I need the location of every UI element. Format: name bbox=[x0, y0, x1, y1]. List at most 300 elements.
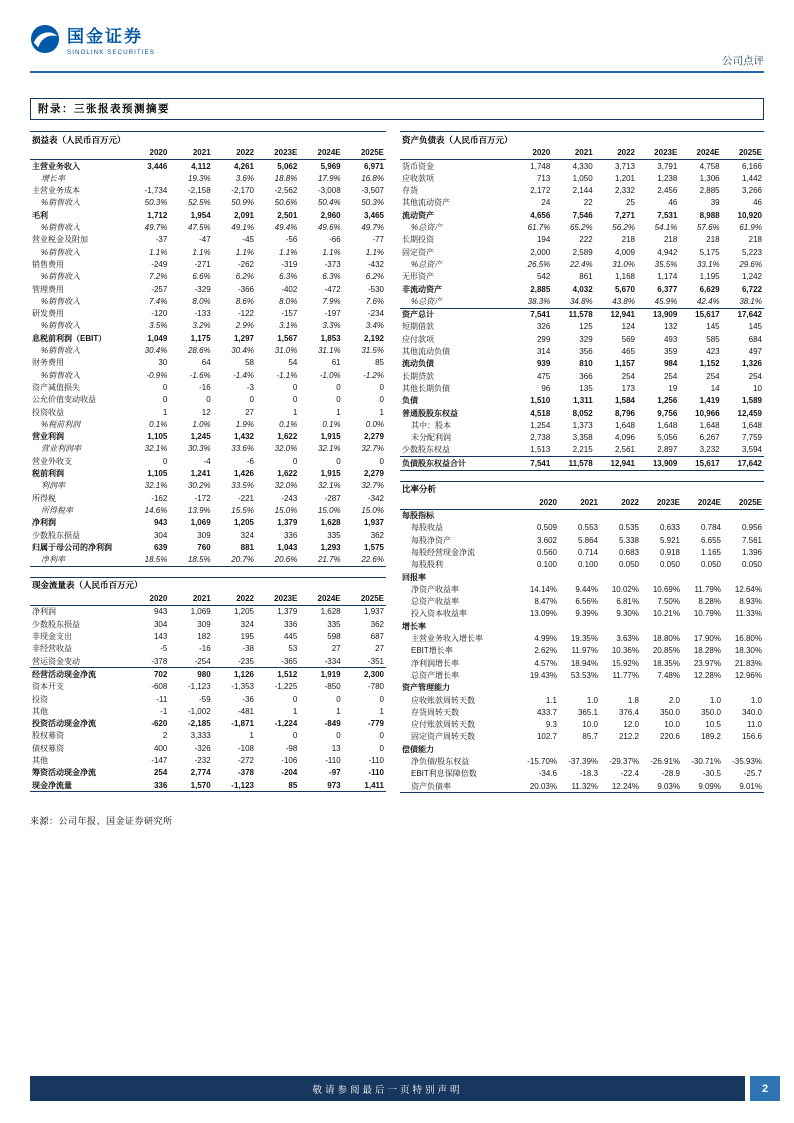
cell-value: 173 bbox=[621, 383, 635, 393]
row-label: 资产管理能力 bbox=[402, 683, 450, 693]
cell-value: -47 bbox=[199, 235, 211, 245]
row-label: 无形资产 bbox=[402, 272, 434, 282]
cell-value: 135 bbox=[579, 383, 593, 393]
table-row bbox=[30, 554, 386, 567]
table-row bbox=[400, 780, 764, 793]
year-column-header: 2021 bbox=[559, 496, 600, 509]
table-row bbox=[400, 559, 764, 571]
cell-value: 1.1% bbox=[192, 247, 211, 257]
cell-value: -472 bbox=[324, 284, 341, 294]
row-label: 其他长期负债 bbox=[402, 383, 450, 393]
cell-value: 1 bbox=[379, 706, 384, 716]
cell-value: 254 bbox=[663, 371, 678, 381]
cell-value: 30.4% bbox=[144, 346, 168, 356]
cell-value: 340.0 bbox=[741, 707, 762, 717]
cell-value: -378 bbox=[151, 656, 168, 666]
cell-value: -1,123 bbox=[213, 779, 256, 792]
cell-value: 984 bbox=[663, 359, 678, 369]
cell-value: -16 bbox=[199, 644, 211, 654]
cell-value: 0.0% bbox=[365, 419, 384, 429]
cell-value: -66 bbox=[329, 235, 341, 245]
row-label: 每股指标 bbox=[402, 511, 434, 521]
cell-value: 2,091 bbox=[233, 210, 254, 220]
cell-value: 2.0 bbox=[668, 695, 680, 705]
cell-value: -1,871 bbox=[231, 719, 254, 729]
cell-value: 1,049 bbox=[147, 333, 168, 343]
row-label: %销售收入 bbox=[41, 370, 81, 380]
balance-sheet-table bbox=[400, 131, 764, 471]
cell-value: 16.8% bbox=[361, 173, 384, 183]
cell-value: 3.63% bbox=[616, 634, 639, 644]
table-row bbox=[400, 756, 764, 768]
cell-value: -108 bbox=[237, 743, 254, 753]
cell-value bbox=[518, 620, 559, 632]
cell-value: -254 bbox=[194, 656, 211, 666]
cell-value: -1.6% bbox=[189, 370, 211, 380]
cell-value: 20.85% bbox=[652, 646, 680, 656]
cell-value: 1,245 bbox=[190, 432, 211, 442]
cell-value: -204 bbox=[281, 768, 298, 778]
cell-value: -162 bbox=[151, 493, 168, 503]
cell-value: 0.050 bbox=[618, 560, 639, 570]
row-label: 偿债能力 bbox=[402, 744, 434, 754]
row-label: 未分配利润 bbox=[411, 433, 451, 443]
cell-value: 9.44% bbox=[575, 584, 598, 594]
cell-value: 2,215 bbox=[572, 445, 593, 455]
cell-value: 8,796 bbox=[614, 408, 635, 418]
row-label: 货币资金 bbox=[402, 161, 434, 171]
table-row bbox=[30, 755, 386, 767]
cell-value: 980 bbox=[169, 668, 212, 681]
table-row bbox=[30, 222, 386, 234]
cell-value bbox=[682, 682, 723, 694]
row-label: 净资产收益率 bbox=[411, 584, 459, 594]
cell-value: 2,456 bbox=[657, 186, 678, 196]
row-label: %销售收入 bbox=[41, 296, 81, 306]
cell-value bbox=[723, 682, 764, 694]
cell-value bbox=[600, 571, 641, 583]
cell-value: 39 bbox=[710, 198, 720, 208]
cell-value: -272 bbox=[237, 756, 254, 766]
cell-value: 1,937 bbox=[363, 518, 384, 528]
cell-value: 11.32% bbox=[559, 780, 600, 793]
row-label: 所得税率 bbox=[41, 505, 73, 515]
table-row bbox=[30, 492, 386, 504]
cell-value: 64 bbox=[201, 358, 211, 368]
cell-value: 6,722 bbox=[741, 284, 762, 294]
cell-value: 9.39% bbox=[575, 609, 598, 619]
cell-value: 475 bbox=[536, 371, 551, 381]
cell-value: 1.396 bbox=[741, 548, 762, 557]
cell-value: 254 bbox=[153, 768, 168, 778]
cell-value: -133 bbox=[194, 309, 211, 319]
cell-value: 359 bbox=[663, 347, 678, 357]
table-row bbox=[400, 358, 764, 370]
cell-value: -110 bbox=[325, 756, 341, 766]
table-row bbox=[400, 694, 764, 706]
table-row bbox=[30, 529, 386, 541]
cell-value: -1,353 bbox=[231, 682, 254, 692]
cell-value: -1,225 bbox=[274, 682, 298, 692]
cell-value: 497 bbox=[748, 347, 762, 357]
cell-value: 31.0% bbox=[612, 259, 635, 269]
cell-value: 9.30% bbox=[616, 609, 639, 619]
cell-value: -326 bbox=[194, 743, 211, 753]
cell-value: 9.09% bbox=[682, 780, 723, 793]
table-row bbox=[30, 160, 386, 173]
cell-value: 6,629 bbox=[699, 284, 720, 294]
cell-value: 356 bbox=[579, 347, 593, 357]
cell-value: -0.9% bbox=[146, 370, 168, 380]
table-row bbox=[400, 706, 764, 718]
cell-value: 8.0% bbox=[192, 296, 211, 306]
cell-value: 30.2% bbox=[187, 481, 211, 491]
row-label: %销售收入 bbox=[41, 223, 81, 233]
cell-value: 336 bbox=[283, 530, 298, 540]
cell-value: 493 bbox=[663, 334, 678, 344]
cell-value: 10.0 bbox=[582, 720, 598, 730]
cell-value: 3,358 bbox=[572, 433, 593, 443]
row-label: EBIT利息保障倍数 bbox=[411, 769, 477, 779]
table-row bbox=[400, 295, 764, 308]
cell-value: -779 bbox=[367, 719, 384, 729]
cell-value: 0.1% bbox=[322, 419, 341, 429]
cell-value: 124 bbox=[621, 322, 635, 332]
cell-value: -25.7 bbox=[743, 769, 762, 779]
row-label: 增长率 bbox=[41, 173, 65, 183]
year-column-header: 2022 bbox=[213, 593, 256, 606]
cell-value: 10.36% bbox=[611, 646, 639, 656]
cell-value: 65.2% bbox=[569, 223, 593, 233]
cell-value: 34.8% bbox=[569, 296, 593, 306]
cell-value: 973 bbox=[299, 779, 342, 792]
cell-value: -3,507 bbox=[361, 186, 384, 196]
row-label: 长期投资 bbox=[402, 235, 434, 245]
cell-value: 639 bbox=[153, 542, 168, 552]
row-label: 息税前利润（EBIT） bbox=[32, 333, 107, 343]
table-title: 资产负债表（人民币百万元） bbox=[400, 132, 764, 147]
cell-value: 2,192 bbox=[363, 333, 384, 343]
cell-value: 1,306 bbox=[699, 173, 720, 183]
cell-value: 1,648 bbox=[657, 420, 678, 430]
row-label: 少数股东损益 bbox=[32, 530, 80, 540]
cell-value: -120 bbox=[151, 309, 168, 319]
table-row bbox=[30, 258, 386, 270]
table-row bbox=[30, 308, 386, 320]
cell-value: 38.1% bbox=[739, 296, 762, 306]
cell-value: 0.100 bbox=[536, 560, 557, 570]
cell-value: 27 bbox=[331, 644, 341, 654]
table-row bbox=[400, 321, 764, 333]
cell-value: 687 bbox=[370, 632, 384, 642]
cell-value: 3,232 bbox=[699, 445, 720, 455]
row-label: 销售费用 bbox=[32, 259, 64, 269]
cell-value: -3 bbox=[246, 382, 254, 392]
cell-value: 1,256 bbox=[657, 396, 678, 406]
cell-value: 810 bbox=[579, 359, 593, 369]
cell-value: 2,960 bbox=[320, 210, 341, 220]
brand bbox=[30, 22, 764, 56]
cell-value: 939 bbox=[536, 359, 551, 369]
cell-value: 38.3% bbox=[527, 296, 551, 306]
row-label: 其他 bbox=[32, 756, 48, 766]
row-label: 少数股东权益 bbox=[402, 445, 450, 455]
cell-value: 12.64% bbox=[734, 584, 762, 594]
cell-value: 1 bbox=[292, 706, 298, 716]
cell-value: 50.9% bbox=[231, 198, 254, 208]
row-label: 回报率 bbox=[402, 572, 426, 582]
cell-value: -1.1% bbox=[276, 370, 298, 380]
cell-value: 18.5% bbox=[169, 554, 212, 567]
table-row bbox=[400, 743, 764, 755]
cell-value: 0.553 bbox=[577, 523, 598, 533]
cell-value: 21.7% bbox=[299, 554, 342, 567]
cell-value: 1 bbox=[336, 706, 341, 716]
cell-value: 17.9% bbox=[317, 173, 341, 183]
cell-value: 3,594 bbox=[741, 445, 762, 455]
cell-value: 702 bbox=[126, 668, 169, 681]
cell-value: 2,000 bbox=[530, 247, 551, 257]
row-label: 归属于母公司的净利润 bbox=[32, 542, 112, 552]
cell-value: -342 bbox=[367, 493, 384, 503]
year-column-header: 2020 bbox=[518, 496, 559, 509]
row-label: 其中：股本 bbox=[411, 420, 451, 430]
cell-value: 20.6% bbox=[256, 554, 299, 567]
cell-value: 1,297 bbox=[233, 333, 254, 343]
cell-value: 30.3% bbox=[187, 444, 211, 454]
table-row bbox=[400, 172, 764, 184]
cell-value: 1,174 bbox=[657, 272, 678, 282]
cell-value: 943 bbox=[153, 607, 168, 617]
cell-value: 2,774 bbox=[190, 768, 211, 778]
year-column-header: 2025E bbox=[722, 147, 764, 160]
cell-value: 19.3% bbox=[187, 173, 211, 183]
cell-value: 220.6 bbox=[659, 732, 680, 742]
cell-value: 49.7% bbox=[361, 223, 384, 233]
row-label: 每股股利 bbox=[411, 560, 443, 570]
row-label: 资产总计 bbox=[400, 308, 510, 321]
cell-value: 32.0% bbox=[274, 481, 298, 491]
year-column-header: 2021 bbox=[169, 593, 212, 606]
row-label: 非现金支出 bbox=[32, 632, 72, 642]
cell-value: 1,628 bbox=[320, 607, 341, 617]
cell-value: 13 bbox=[331, 743, 341, 753]
cell-value: -36 bbox=[242, 694, 254, 704]
cell-value bbox=[518, 571, 559, 583]
cell-value: -329 bbox=[194, 284, 211, 294]
cell-value: 6.56% bbox=[575, 597, 598, 607]
cell-value: 5.921 bbox=[659, 535, 680, 545]
cell-value: 0.714 bbox=[577, 548, 598, 557]
cell-value: 3.3% bbox=[322, 321, 341, 331]
cell-value: 11.97% bbox=[571, 646, 598, 656]
cell-value: 713 bbox=[536, 173, 551, 183]
cell-value: 0.535 bbox=[618, 523, 639, 533]
cell-value: 423 bbox=[706, 347, 720, 357]
cell-value: 32.7% bbox=[361, 481, 384, 491]
cell-value bbox=[641, 743, 682, 755]
brand-name-en: SINOLINK SECURITIES bbox=[67, 49, 155, 56]
cell-value: 0 bbox=[162, 395, 168, 405]
cell-value: 14.6% bbox=[144, 505, 168, 515]
cell-value: 5,175 bbox=[699, 247, 720, 257]
table-row bbox=[30, 418, 386, 430]
cell-value: 2,589 bbox=[572, 247, 593, 257]
cell-value: 4,758 bbox=[699, 161, 720, 171]
cell-value: 314 bbox=[536, 347, 551, 357]
row-label: 其他流动资产 bbox=[402, 198, 450, 208]
cell-value: -850 bbox=[324, 682, 341, 692]
cell-value: -1,123 bbox=[187, 682, 211, 692]
cell-value: 4,518 bbox=[530, 408, 551, 418]
cell-value: -243 bbox=[281, 493, 298, 503]
cell-value: 3,333 bbox=[190, 731, 211, 741]
cell-value: 299 bbox=[536, 334, 551, 344]
row-label: 税前利润 bbox=[32, 469, 64, 479]
cell-value: 0 bbox=[336, 395, 341, 405]
cell-value: 1,379 bbox=[277, 518, 298, 528]
cell-value: 212.2 bbox=[618, 732, 639, 742]
table-row bbox=[30, 271, 386, 283]
cell-value: 32.1% bbox=[144, 481, 168, 491]
table-row bbox=[30, 655, 386, 668]
cell-value: 1,241 bbox=[190, 469, 211, 479]
table-row bbox=[400, 768, 764, 780]
cell-value: 7,541 bbox=[510, 308, 552, 321]
cell-value: 4.99% bbox=[534, 634, 557, 644]
row-label: 主营业务收入增长率 bbox=[411, 634, 483, 644]
table-row bbox=[400, 731, 764, 743]
table-row bbox=[30, 209, 386, 221]
row-label: 资产负债率 bbox=[400, 780, 518, 793]
cell-value: 7.6% bbox=[365, 296, 384, 306]
table-row bbox=[400, 419, 764, 431]
cell-value: 1,712 bbox=[147, 210, 168, 220]
cell-value bbox=[559, 743, 600, 755]
cell-value: -1,734 bbox=[144, 186, 168, 196]
table-row bbox=[30, 668, 386, 681]
row-label: 净负债/股东权益 bbox=[411, 757, 470, 767]
cell-value: 4,112 bbox=[191, 161, 211, 171]
years-header-spacer bbox=[400, 496, 518, 509]
cell-value: 1,152 bbox=[699, 359, 720, 369]
table-row bbox=[30, 406, 386, 418]
cell-value: 3.5% bbox=[149, 321, 168, 331]
cell-value: 46 bbox=[668, 198, 678, 208]
row-label: 营业利润 bbox=[32, 432, 64, 442]
cell-value: 5,223 bbox=[741, 247, 762, 257]
cell-value: 31.5% bbox=[361, 346, 384, 356]
cell-value: -3,008 bbox=[317, 186, 341, 196]
cell-value: 27 bbox=[245, 407, 254, 417]
row-label: %税前利润 bbox=[41, 419, 81, 429]
year-column-header: 2020 bbox=[126, 147, 169, 160]
cell-value: 18.5% bbox=[126, 554, 169, 567]
cell-value: 1.165 bbox=[700, 548, 721, 557]
cell-value: 195 bbox=[240, 632, 254, 642]
cell-value: -16 bbox=[199, 382, 211, 392]
cell-value: 7.48% bbox=[657, 670, 680, 680]
cell-value: 1,567 bbox=[277, 333, 298, 343]
cell-value: 4,942 bbox=[657, 247, 678, 257]
cell-value: 1,853 bbox=[320, 333, 341, 343]
cell-value: 10.79% bbox=[693, 609, 721, 619]
table-row bbox=[30, 443, 386, 455]
cell-value: 49.4% bbox=[274, 223, 298, 233]
header-divider bbox=[30, 71, 764, 73]
table-row bbox=[30, 517, 386, 529]
cell-value: 2,738 bbox=[530, 433, 551, 443]
cell-value: 25 bbox=[626, 198, 635, 208]
row-label: %销售收入 bbox=[41, 198, 81, 208]
cell-value: 2,279 bbox=[363, 469, 384, 479]
footer-disclaimer: 敬请参阅最后一页特别声明 bbox=[30, 1076, 745, 1101]
cell-value bbox=[600, 743, 641, 755]
cell-value: -378 bbox=[237, 768, 254, 778]
cell-value: 16.80% bbox=[734, 634, 762, 644]
cell-value: 189.2 bbox=[700, 732, 721, 742]
year-column-header: 2024E bbox=[299, 147, 342, 160]
row-label: 流动资产 bbox=[402, 210, 434, 220]
cell-value: 1,168 bbox=[614, 272, 635, 282]
cell-value: 1,432 bbox=[233, 432, 254, 442]
cell-value: 17,642 bbox=[722, 308, 764, 321]
cell-value: 218 bbox=[748, 235, 762, 245]
cell-value: 1,043 bbox=[277, 542, 298, 552]
cell-value: -620 bbox=[151, 719, 168, 729]
cell-value: 2,279 bbox=[363, 432, 384, 442]
cell-value: 9.3 bbox=[545, 720, 557, 730]
cell-value: 14 bbox=[710, 383, 720, 393]
cell-value: 12.96% bbox=[734, 670, 762, 680]
row-label: 净利润 bbox=[32, 607, 56, 617]
row-label: 投资活动现金净流 bbox=[32, 719, 96, 729]
cell-value: 1,242 bbox=[741, 272, 762, 282]
cell-value: 0 bbox=[162, 382, 168, 392]
cell-value: 194 bbox=[536, 235, 551, 245]
cell-value: 1,622 bbox=[277, 432, 298, 442]
row-label: 经营活动现金净流 bbox=[30, 668, 126, 681]
cell-value: -122 bbox=[237, 309, 254, 319]
cell-value: 1,419 bbox=[699, 396, 720, 406]
cell-value: -30.5 bbox=[702, 769, 721, 779]
table-row bbox=[400, 583, 764, 595]
cell-value bbox=[682, 509, 723, 522]
cell-value: 366 bbox=[579, 371, 593, 381]
cell-value: 15.0% bbox=[361, 505, 384, 515]
cell-value: -2,562 bbox=[274, 186, 298, 196]
cell-value: 309 bbox=[197, 619, 211, 629]
row-label: 营业税金及附加 bbox=[32, 235, 88, 245]
cell-value: 23.97% bbox=[693, 658, 721, 668]
table-row bbox=[400, 645, 764, 657]
cell-value: 1,254 bbox=[530, 420, 551, 430]
cell-value: -1.4% bbox=[233, 370, 254, 380]
cell-value: 254 bbox=[706, 371, 720, 381]
table-row bbox=[30, 631, 386, 643]
row-label: 营运资金变动 bbox=[32, 656, 80, 666]
cell-value: 61 bbox=[331, 358, 341, 368]
cell-value: 132 bbox=[663, 322, 678, 332]
cell-value: -780 bbox=[367, 682, 384, 692]
cell-value: -5 bbox=[160, 644, 168, 654]
table-row bbox=[400, 547, 764, 559]
cell-value: -271 bbox=[194, 259, 211, 269]
cell-value: 53 bbox=[288, 644, 298, 654]
cell-value: 335 bbox=[327, 530, 341, 540]
row-label: 债权募资 bbox=[32, 743, 64, 753]
cell-value bbox=[641, 571, 682, 583]
